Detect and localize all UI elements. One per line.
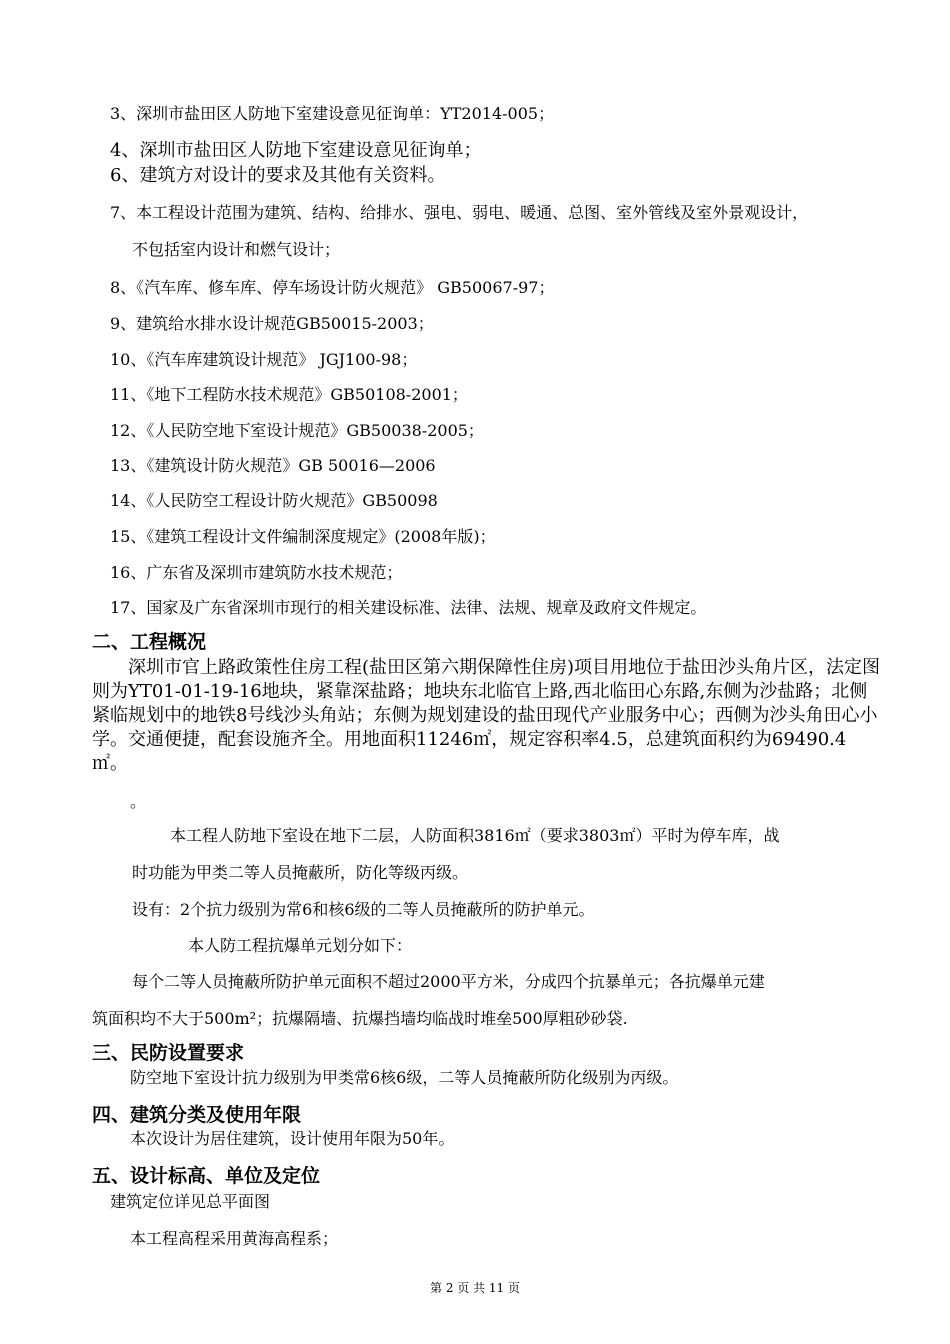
ref-item-9: 9、建筑给水排水设计规范GB50015-2003； bbox=[110, 314, 434, 333]
ref-item-13: 13、《建筑设计防火规范》GB 50016—2006 bbox=[110, 456, 436, 475]
civil-defense-line-6: 筑面积均不大于500m²；抗爆隔墙、抗爆挡墙均临战时堆垒500厚粗砂砂袋. bbox=[92, 1009, 628, 1028]
ref-item-4: 4、深圳市盐田区人防地下室建设意见征询单； bbox=[110, 140, 482, 161]
elevation-line-2: 本工程高程采用黄海高程系； bbox=[130, 1229, 339, 1248]
civil-defense-text: 防空地下室设计抗力级别为甲类常6核6级，二等人员掩蔽所防化级别为丙级。 bbox=[130, 1068, 679, 1087]
ref-item-11: 11、《地下工程防水技术规范》GB50108-2001； bbox=[110, 385, 468, 404]
ref-item-3: 3、深圳市盐田区人防地下室建设意见征询单：YT2014-005； bbox=[110, 104, 555, 123]
overview-paragraph: 深圳市官上路政策性住房工程(盐田区第六期保障性住房)项目用地位于盐田沙头角片区，法定图则为YT01-01-19-16地块，紧靠深盐路；地块东北临官上路,西北临田心东路,东侧为沙盐路；北侧紧临规划中的地铁8号线沙头角站；东侧为规划建设的盐田现代产业服务中心；西侧为沙头角田心小学。交通便捷，配套设施齐全。用地面积11246㎡，规定容积率4.5，总建筑面积约为69490.4㎡。 bbox=[92, 657, 881, 774]
civil-defense-line-3: 设有：2个抗力级别为常6和核6级的二等人员掩蔽所的防护单元。 bbox=[132, 900, 595, 919]
ref-item-10: 10、《汽车库建筑设计规范》 JGJ100-98； bbox=[110, 350, 418, 369]
section-heading-civil-defense: 三、民防设置要求 bbox=[92, 1042, 245, 1064]
section-heading-elevation: 五、设计标高、单位及定位 bbox=[92, 1165, 321, 1187]
ref-item-16: 16、广东省及深圳市建筑防水技术规范； bbox=[110, 563, 403, 582]
ref-item-7-cont: 不包括室内设计和燃气设计； bbox=[132, 240, 341, 259]
civil-defense-line-2: 时功能为甲类二等人员掩蔽所，防化等级丙级。 bbox=[132, 863, 469, 882]
section-heading-classification: 四、建筑分类及使用年限 bbox=[92, 1104, 302, 1126]
civil-defense-line-1: 本工程人防地下室设在地下二层，人防面积3816㎡（要求3803㎡）平时为停车库，战 bbox=[170, 826, 780, 845]
civil-defense-line-5: 每个二等人员掩蔽所防护单元面积不超过2000平方米，分成四个抗暴单元；各抗爆单元建 bbox=[132, 972, 765, 991]
civil-defense-line-4: 本人防工程抗爆单元划分如下： bbox=[188, 936, 413, 955]
elevation-line-1: 建筑定位详见总平面图 bbox=[110, 1192, 271, 1211]
ref-item-7: 7、本工程设计范围为建筑、结构、给排水、强电、弱电、暖通、总图、室外管线及室外景观设计， bbox=[110, 203, 809, 222]
ref-item-14: 14、《人民防空工程设计防火规范》GB50098 bbox=[110, 491, 438, 510]
ref-item-17: 17、国家及广东省深圳市现行的相关建设标准、法律、法规、规章及政府文件规定。 bbox=[110, 598, 707, 617]
ref-item-8: 8、《汽车库、修车库、停车场设计防火规范》 GB50067-97； bbox=[110, 278, 555, 297]
section-heading-overview: 二、工程概况 bbox=[92, 631, 207, 653]
ref-item-15: 15、《建筑工程设计文件编制深度规定》(2008年版)； bbox=[110, 527, 496, 546]
ref-item-12: 12、《人民防空地下室设计规范》GB50038-2005； bbox=[110, 421, 484, 440]
ref-item-6: 6、建筑方对设计的要求及其他有关资料。 bbox=[110, 165, 446, 186]
stray-dot: 。 bbox=[130, 792, 147, 811]
page-number: 第 2 页 共 11 页 bbox=[430, 1281, 520, 1295]
classification-text: 本次设计为居住建筑，设计使用年限为50年。 bbox=[130, 1129, 455, 1148]
